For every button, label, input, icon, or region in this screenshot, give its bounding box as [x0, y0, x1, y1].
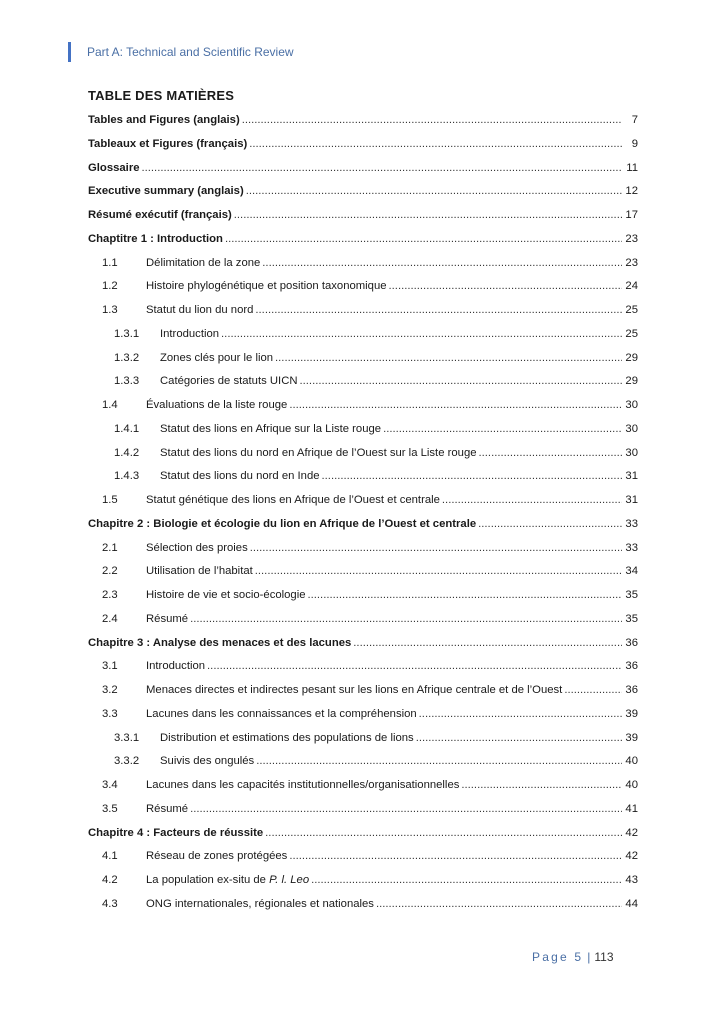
dot-leader [242, 114, 622, 126]
toc-entry-page: 33 [625, 517, 638, 530]
toc-entry[interactable] [88, 874, 638, 898]
toc-entry-page: 25 [625, 304, 638, 316]
dot-leader [389, 280, 622, 292]
toc-entry-page: 39 [625, 731, 638, 744]
toc-entry[interactable] [88, 732, 638, 756]
toc-entry-number: 4.3 [102, 897, 118, 910]
toc-entry[interactable] [88, 613, 638, 637]
toc-entry-label: Résumé [146, 612, 189, 625]
dot-leader [207, 660, 622, 672]
dot-leader [262, 257, 622, 269]
toc-entry[interactable] [88, 470, 638, 494]
dot-leader [255, 304, 622, 316]
toc-entry-page: 43 [625, 874, 638, 886]
dot-leader [289, 399, 622, 411]
toc-entry[interactable] [88, 542, 638, 566]
toc-entry[interactable] [88, 684, 638, 708]
toc-entry-number: 1.3.3 [114, 375, 140, 388]
toc-chapter-entry[interactable] [88, 518, 638, 542]
toc-entry[interactable] [88, 304, 638, 328]
toc-entry[interactable] [88, 447, 638, 471]
dot-leader [190, 803, 622, 815]
toc-entry-number: 1.4.2 [114, 446, 140, 459]
toc-entry-label: Introduction [160, 327, 220, 340]
toc-entry-page: 40 [625, 755, 638, 768]
toc-entry-page: 30 [625, 422, 638, 435]
toc-entry-page: 44 [625, 897, 638, 910]
header-text: Part A: Technical and Scientific Review [87, 45, 294, 59]
dot-leader [246, 185, 622, 197]
dot-leader [353, 637, 622, 649]
dot-leader [383, 423, 622, 435]
dot-leader [225, 233, 622, 245]
toc-entry[interactable] [88, 328, 638, 352]
dot-leader [416, 732, 622, 744]
toc-entry-page: 36 [625, 636, 638, 649]
dot-leader [461, 779, 622, 791]
toc-entry-label: Chaptitre 1 : Introduction [88, 232, 223, 245]
toc-entry-page: 23 [625, 232, 638, 245]
toc-chapter-entry[interactable] [88, 185, 638, 209]
toc-entry-number: 1.1 [102, 256, 118, 269]
toc-entry-page: 35 [625, 589, 638, 601]
toc-entry-number: 1.2 [102, 280, 118, 293]
toc-entry-page: 9 [631, 137, 638, 150]
toc-entry-page: 29 [625, 375, 638, 388]
page-separator: | [587, 950, 591, 964]
toc-entry-label: Statut du lion du nord [146, 304, 254, 316]
toc-entry[interactable] [88, 850, 638, 874]
toc-entry-label: Délimitation de la zone [146, 256, 261, 269]
dot-leader [322, 470, 622, 482]
dot-leader [308, 589, 623, 601]
toc-entry-label: Utilisation de l’habitat [146, 565, 253, 578]
toc-entry-page: 33 [625, 541, 638, 554]
toc-entry-label: Distribution et estimations des populations de lions [160, 731, 414, 744]
toc-entry-page: 30 [625, 399, 638, 411]
toc-entry-number: 1.4.3 [114, 470, 140, 483]
toc-entry-label: Chapitre 3 : Analyse des menaces et des lacunes [88, 636, 352, 649]
dot-leader [255, 565, 622, 577]
toc-entry-number: 2.1 [102, 541, 118, 554]
toc-entry-number: 3.4 [102, 779, 118, 791]
toc-entry-page: 31 [625, 494, 638, 506]
toc-entry-page: 25 [625, 327, 638, 340]
toc-entry-number: 2.2 [102, 565, 118, 578]
toc-chapter-entry[interactable] [88, 114, 638, 138]
toc-entry-page: 11 [626, 161, 638, 174]
toc-entry[interactable] [88, 803, 638, 827]
dot-leader [256, 755, 622, 767]
toc-chapter-entry[interactable] [88, 162, 638, 186]
toc-chapter-entry[interactable] [88, 637, 638, 661]
toc-entry-label: Tableaux et Figures (français) [88, 137, 248, 150]
toc-entry[interactable] [88, 565, 638, 589]
dot-leader [311, 874, 622, 886]
toc-entry-number: 4.2 [102, 874, 118, 886]
dot-leader [142, 162, 623, 174]
toc-entry[interactable] [88, 257, 638, 281]
toc-entry[interactable] [88, 660, 638, 684]
dot-leader [250, 542, 622, 554]
toc-entry-number: 3.2 [102, 684, 118, 696]
toc-entry[interactable] [88, 375, 638, 399]
toc-entry-page: 36 [625, 660, 638, 673]
toc-entry-page: 39 [625, 707, 638, 720]
toc-entry-number: 1.4.1 [114, 422, 140, 435]
toc-entry[interactable] [88, 708, 638, 732]
dot-leader [564, 684, 622, 696]
toc-entry-number: 1.4 [102, 399, 118, 411]
table-of-contents [88, 114, 638, 922]
toc-entry[interactable] [88, 399, 638, 423]
toc-entry-number: 1.5 [102, 494, 118, 506]
page-total: 113 [594, 950, 614, 964]
toc-entry-label: Tables and Figures (anglais) [88, 114, 240, 126]
toc-entry-number: 2.4 [102, 612, 118, 625]
dot-leader [265, 827, 622, 839]
toc-entry-number: 4.1 [102, 850, 118, 863]
toc-entry-page: 34 [625, 565, 638, 578]
toc-entry-page: 36 [625, 684, 638, 696]
toc-entry-label: Catégories de statuts UICN [160, 375, 298, 388]
toc-entry-page: 17 [625, 209, 638, 221]
toc-entry-label: Chapitre 4 : Facteurs de réussite [88, 826, 264, 839]
toc-entry-number: 3.5 [102, 802, 118, 815]
toc-entry[interactable] [88, 423, 638, 447]
toc-chapter-entry[interactable] [88, 209, 638, 233]
dot-leader [300, 375, 622, 387]
toc-entry-label: Menaces directes et indirectes pesant sur les lions en Afrique centrale et de l’Ouest [146, 684, 563, 696]
dot-leader [376, 898, 622, 910]
toc-entry-label: Glossaire [88, 161, 140, 174]
toc-entry-page: 24 [625, 280, 638, 293]
toc-entry-label: Chapitre 2 : Biologie et écologie du lion en Afrique de l’Ouest et centrale [88, 517, 477, 530]
toc-entry-number: 3.1 [102, 660, 118, 673]
toc-entry-page: 42 [625, 826, 638, 839]
page-word: Page [532, 950, 569, 964]
page-footer [532, 950, 614, 964]
toc-entry[interactable] [88, 352, 638, 376]
toc-entry-label: Résumé [146, 802, 189, 815]
toc-entry-page: 23 [625, 256, 638, 269]
dot-leader [479, 447, 622, 459]
dot-leader [478, 518, 622, 530]
toc-entry-page: 41 [625, 802, 638, 815]
toc-entry-label: Résumé exécutif (français) [88, 209, 232, 221]
toc-entry-number: 1.3.2 [114, 351, 140, 364]
toc-entry-page: 35 [625, 612, 638, 625]
running-header [68, 42, 294, 62]
toc-entry-page: 30 [625, 446, 638, 459]
toc-entry-label: Suivis des ongulés [160, 755, 255, 768]
toc-entry-number: 1.3 [102, 304, 118, 316]
dot-leader [275, 352, 622, 364]
dot-leader [442, 494, 622, 506]
toc-entry-label: Zones clés pour le lion [160, 351, 274, 364]
toc-entry-page: 42 [625, 850, 638, 863]
toc-entry-label: La population ex-situ de P. l. Leo [146, 874, 310, 886]
toc-entry-label: Statut des lions du nord en Inde [160, 470, 320, 483]
toc-entry-label: Évaluations de la liste rouge [146, 399, 288, 411]
dot-leader [221, 328, 622, 340]
toc-entry[interactable] [88, 898, 638, 922]
toc-entry-label: Introduction [146, 660, 206, 673]
toc-entry-label: Histoire de vie et socio-écologie [146, 589, 306, 601]
toc-entry-number: 3.3 [102, 707, 118, 720]
toc-title: TABLE DES MATIÈRES [88, 88, 235, 103]
toc-entry-label: Statut des lions du nord en Afrique de l’Ouest sur la Liste rouge [160, 446, 477, 459]
toc-entry-page: 12 [625, 185, 638, 198]
toc-entry-page: 31 [625, 470, 638, 483]
toc-entry[interactable] [88, 755, 638, 779]
toc-entry-label: Statut génétique des lions en Afrique de l’Ouest et centrale [146, 494, 440, 506]
dot-leader [234, 209, 622, 221]
page-number: 5 [574, 950, 584, 964]
dot-leader [419, 708, 622, 720]
toc-entry-label: Sélection des proies [146, 541, 248, 554]
toc-entry[interactable] [88, 280, 638, 304]
toc-entry-label: Executive summary (anglais) [88, 185, 244, 198]
toc-chapter-entry[interactable] [88, 138, 638, 162]
toc-entry-label: Statut des lions en Afrique sur la Liste rouge [160, 422, 382, 435]
dot-leader [249, 138, 622, 150]
toc-entry-number: 3.3.2 [114, 755, 140, 768]
toc-entry-label: Histoire phylogénétique et position taxonomique [146, 280, 387, 293]
toc-chapter-entry[interactable] [88, 233, 638, 257]
toc-chapter-entry[interactable] [88, 827, 638, 851]
toc-entry-label: Lacunes dans les connaissances et la compréhension [146, 707, 417, 720]
toc-entry[interactable] [88, 589, 638, 613]
toc-entry-label: Lacunes dans les capacités institutionnelles/organisationnelles [146, 779, 460, 791]
toc-entry[interactable] [88, 494, 638, 518]
toc-entry-label: Réseau de zones protégées [146, 850, 288, 863]
toc-entry-number: 3.3.1 [114, 731, 140, 744]
dot-leader [190, 613, 622, 625]
toc-entry-page: 40 [625, 779, 638, 791]
toc-entry-label: ONG internationales, régionales et nationales [146, 897, 374, 910]
toc-entry-number: 1.3.1 [114, 327, 140, 340]
toc-entry-page: 7 [631, 114, 638, 126]
toc-entry-page: 29 [625, 351, 638, 364]
toc-entry[interactable] [88, 779, 638, 803]
toc-entry-number: 2.3 [102, 589, 118, 601]
dot-leader [289, 850, 622, 862]
